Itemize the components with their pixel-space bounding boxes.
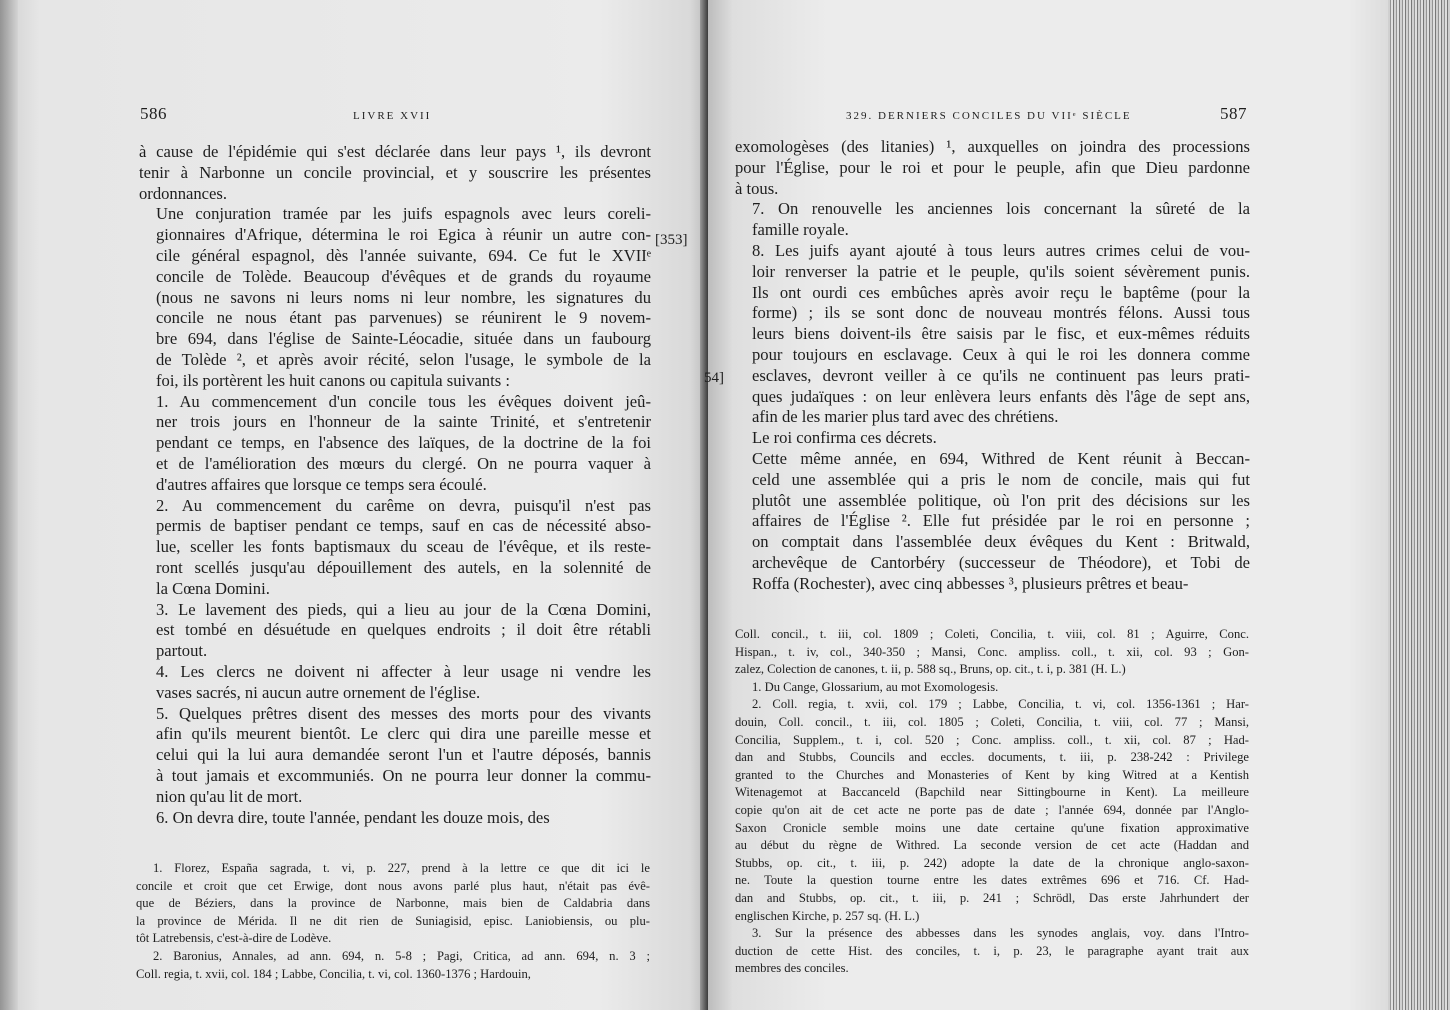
body-line: nion qu'au lit de mort. — [156, 786, 303, 806]
body-line: (nous ne savons ni leurs noms ni leur nombre, les signatures du — [156, 287, 651, 307]
footnote-line: au début du règne de Withred. La seconde version de cet acte (Haddan and — [735, 838, 1249, 853]
body-line: de Tolède ², et après avoir récité, selon l'usage, le symbole de la — [156, 349, 651, 369]
body-paragraph — [139, 204, 651, 391]
footnote-paragraph — [136, 948, 650, 983]
body-paragraph — [735, 199, 1250, 241]
body-line: leurs biens doivent-ils être saisis par le fisc, et eux-mêmes réduits — [752, 324, 1250, 344]
body-line: celui qui la lui aura demandée seront l'un et l'autre déposés, bannis — [156, 745, 651, 765]
body-line: lue, sceller les fonts baptismaux du sceau de l'évêque, et ils reste- — [156, 537, 651, 557]
footnote-line: 1. Du Cange, Glossarium, au mot Exomologesis. — [752, 679, 999, 694]
body-line: d'autres affaires que lorsque ce temps sera écoulé. — [156, 474, 487, 494]
body-line: cile général espagnol, dès l'année suivante, 694. Ce fut le XVIIᵉ — [156, 245, 651, 265]
body-paragraph — [139, 600, 651, 662]
footnote-paragraph — [735, 925, 1249, 978]
body-paragraph — [735, 137, 1250, 199]
footnote-line: Hispan., t. iv, col., 340-350 ; Mansi, Conc. ampliss. coll., t. xii, col. 93 ; Gon- — [735, 644, 1249, 659]
footnote-line: Coll. concil., t. iii, col. 1809 ; Coleti, Concilia, t. viii, col. 81 ; Aguirre, Conc. — [735, 627, 1249, 641]
body-line: Cette même année, en 694, Withred de Kent réunit à Beccan- — [752, 448, 1250, 468]
footnote-line: ne. Toute la question tourne entre les dates extrêmes 696 et 716. Cf. Had- — [735, 873, 1249, 888]
body-line: à cause de l'épidémie qui s'est déclarée dans leur pays ¹, ils devront — [139, 142, 651, 161]
body-line: 2. Au commencement du carême on devra, puisqu'il n'est pas — [156, 495, 651, 515]
footnote-line: concile et croit que cet Erwige, dont nous avons parlé plus haut, n'était pas évê- — [136, 878, 650, 893]
body-line: pendant ce temps, en l'absence des laïques, de la doctrine de la foi — [156, 433, 651, 453]
body-line: tenir à Narbonne un concile provincial, et y souscrire les présentes — [139, 162, 651, 182]
body-paragraph — [139, 704, 651, 808]
footnote-line: 2. Baronius, Annales, ad ann. 694, n. 5-8 ; Pagi, Critica, ad ann. 694, n. 3 ; — [153, 948, 650, 963]
book-edge-shadow — [0, 0, 18, 1010]
footnote-line: membres des conciles. — [735, 961, 849, 976]
body-line: ques judaïques : on leur enlèvera leurs enfants dès l'âge de sept ans, — [752, 386, 1250, 406]
footnote-line: 2. Coll. regia, t. xvii, col. 179 ; Labbe, Concilia, t. vi, col. 1356-1361 ; Har- — [752, 697, 1249, 712]
body-line: plutôt une assemblée politique, où l'on prit des décisions sur les — [752, 490, 1250, 510]
body-line: pour l'Église, pour le roi et pour le peuple, afin que Dieu pardonne — [735, 157, 1250, 177]
footnote-line: copie qu'on ait de cet acte ne porte pas de date ; l'année 694, donnée par l'Anglo- — [735, 802, 1249, 817]
body-line: à tout jamais et excommuniés. On ne pourra leur donner la commu- — [156, 765, 651, 785]
right-page — [704, 0, 1450, 1010]
body-line: 8. Les juifs ayant ajouté à tous leurs autres crimes celui de vou- — [752, 240, 1250, 260]
running-head-right: 329. DERNIERS CONCILES DU VIIᵉ SIÈCLE — [846, 110, 1132, 122]
body-line: concile ne nous étant pas parvenues) se réunirent le 9 novem- — [156, 308, 651, 328]
body-line: famille royale. — [752, 220, 849, 240]
left-page — [0, 0, 708, 1010]
body-paragraph — [139, 496, 651, 600]
body-paragraph — [735, 241, 1250, 428]
body-line: ront scellés jusqu'au dépouillement des autels, en la solennité de — [156, 557, 651, 577]
body-line: foi, ils portèrent les huit canons ou capitula suivants : — [156, 370, 510, 390]
body-line: ner trois jours en l'honneur de la sainte Trinité, et s'entretenir — [156, 412, 651, 432]
body-line: Une conjuration tramée par les juifs espagnols avec leurs coreli- — [156, 204, 651, 224]
footnote-line: la province de Mérida. Il ne dit rien de Suniagisid, episc. Laniobiensis, ou plu- — [136, 913, 650, 928]
body-line: esclaves, devront veiller à ce qu'ils ne continuent pas leurs prati- — [752, 365, 1250, 385]
body-line: on comptait dans l'assemblée deux évêques du Kent : Britwald, — [752, 532, 1250, 552]
footnote-line: douin, Coll. concil., t. iii, col. 1805 ; Coleti, Concilia, t. viii, col. 77 ; Mansi, — [735, 714, 1249, 729]
footnotes-left — [136, 860, 650, 983]
body-paragraph — [139, 808, 651, 829]
body-line: 7. On renouvelle les anciennes lois concernant la sûreté de la — [752, 199, 1250, 219]
body-line: afin de les marier plus tard avec des chrétiens. — [752, 407, 1059, 427]
footnote-line: Witenagemot at Baccanceld (Bapchild near Sittingbourne in Kent). La meilleure — [735, 785, 1249, 800]
footnote-paragraph — [735, 679, 1249, 697]
body-line: 1. Au commencement d'un concile tous les évêques doivent jeû- — [156, 391, 651, 411]
margin-mark-left: [353] — [655, 232, 688, 248]
body-line: la Cœna Domini. — [156, 578, 270, 598]
footnote-paragraph — [136, 860, 650, 948]
footnote-line: tôt Latrebensis, c'est-à-dire de Lodève. — [136, 931, 332, 946]
body-paragraph — [735, 449, 1250, 595]
page-stack-edge — [1388, 0, 1450, 1010]
body-line: 6. On devra dire, toute l'année, pendant les douze mois, des — [156, 807, 550, 827]
body-line: et de l'amélioration des mœurs du clergé. On ne pourra vaquer à — [156, 453, 651, 473]
body-text-left — [139, 142, 651, 828]
footnote-line: Concilia, Supplem., t. i, col. 520 ; Conc. ampliss. coll., t. xii, col. 87 ; Had- — [735, 732, 1249, 747]
body-line: Ils ont ourdi ces embûches après avoir reçu le baptême (pour la — [752, 282, 1250, 302]
footnote-line: Saxon Cronicle semble moins une date certaine qu'une fixation approximative — [735, 820, 1249, 835]
running-head-left: LIVRE XVII — [353, 110, 432, 122]
footnote-line: Stubbs, op. cit., t. iii, p. 242) adopte la date de la chronique anglo-saxon- — [735, 855, 1249, 870]
body-line: celd une assemblée qui a pris le nom de concile, mais qui fut — [752, 469, 1250, 489]
body-line: vases sacrés, ni aucun autre ornement de l'église. — [156, 682, 481, 702]
footnote-line: dan and Stubbs, op. cit., t. iii, p. 241 ; Schrödl, Das erste Jahrhundert der — [735, 890, 1249, 905]
body-line: loir renverser la patrie et le peuple, qu'ils soient sévèrement punis. — [752, 261, 1250, 281]
body-text-right — [735, 137, 1250, 595]
body-paragraph — [139, 392, 651, 496]
footnote-line: 3. Sur la présence des abbesses dans les synodes anglais, voy. dans l'Intro- — [752, 926, 1249, 941]
body-line: concile de Tolède. Beaucoup d'évêques et de grands du royaume — [156, 266, 651, 286]
body-line: exomologèses (des litanies) ¹, auxquelles on joindra des processions — [735, 137, 1250, 156]
footnote-line: que de Béziers, dans la province de Narbonne, mais bien de Caldabria dans — [136, 896, 650, 911]
body-line: pour toujours en esclavage. Ceux à qui le roi les donnera comme — [752, 344, 1250, 364]
body-line: archevêque de Cantorbéry (successeur de Théodore), et Tobi de — [752, 552, 1250, 572]
footnote-line: 1. Florez, España sagrada, t. vi, p. 227, prend à la lettre ce que dit ici le — [153, 861, 650, 875]
footnote-paragraph — [735, 626, 1249, 679]
body-line: gionnaires d'Afrique, détermina le roi Egica à réunir un autre con- — [156, 225, 651, 245]
body-paragraph — [139, 142, 651, 204]
body-line: Le roi confirma ces décrets. — [752, 428, 937, 448]
footnote-line: dan and Stubbs, Councils and eccles. documents, t. iii, p. 238-242 : Privilege — [735, 750, 1249, 765]
body-line: à tous. — [735, 178, 779, 198]
page-number-right: 587 — [1220, 104, 1247, 123]
footnote-line: granted to the Churches and Monasteries of Kent by king Witred at a Kentish — [735, 767, 1249, 782]
margin-mark-right: 54] — [704, 370, 724, 386]
body-line: permis de baptiser pendant ce temps, sauf en cas de nécessité abso- — [156, 516, 651, 536]
body-line: 5. Quelques prêtres disent des messes des morts pour des vivants — [156, 703, 651, 723]
body-line: 4. Les clercs ne doivent ni affecter à leur usage ni vendre les — [156, 661, 651, 681]
body-line: bre 694, dans l'église de Sainte-Léocadie, située dans un faubourg — [156, 329, 651, 349]
footnotes-right — [735, 626, 1249, 978]
body-line: Roffa (Rochester), avec cinq abbesses ³, plusieurs prêtres et beau- — [752, 573, 1189, 593]
body-line: ordonnances. — [139, 183, 228, 203]
body-paragraph — [139, 662, 651, 704]
body-line: forme) ; ils se sont donc de nouveau montrés félons. Aussi tous — [752, 303, 1250, 323]
footnote-line: duction de cette Hist. des conciles, t. i, p. 23, le paragraphe ayant trait aux — [735, 943, 1249, 958]
body-paragraph — [735, 428, 1250, 449]
body-line: est tombé en désuétude en quelques endroits ; il doit être rétabli — [156, 620, 651, 640]
footnote-line: englischen Kirche, p. 257 sq. (H. L.) — [735, 908, 920, 923]
footnote-line: Coll. regia, t. xvii, col. 184 ; Labbe, Concilia, t. vi, col. 1360-1376 ; Hardouin, — [136, 966, 531, 981]
body-line: affaires de l'Église ². Elle fut présidée par le roi en personne ; — [752, 511, 1250, 531]
body-line: afin qu'ils meurent bientôt. Le clerc qui dira une pareille messe et — [156, 724, 651, 744]
footnote-line: zalez, Colection de canones, t. ii, p. 588 sq., Bruns, op. cit., t. i, p. 381 (H. L.) — [735, 662, 1126, 677]
body-line: 3. Le lavement des pieds, qui a lieu au jour de la Cœna Domini, — [156, 599, 651, 619]
page-number-left: 586 — [140, 104, 167, 123]
body-line: partout. — [156, 641, 208, 661]
footnote-paragraph — [735, 696, 1249, 925]
